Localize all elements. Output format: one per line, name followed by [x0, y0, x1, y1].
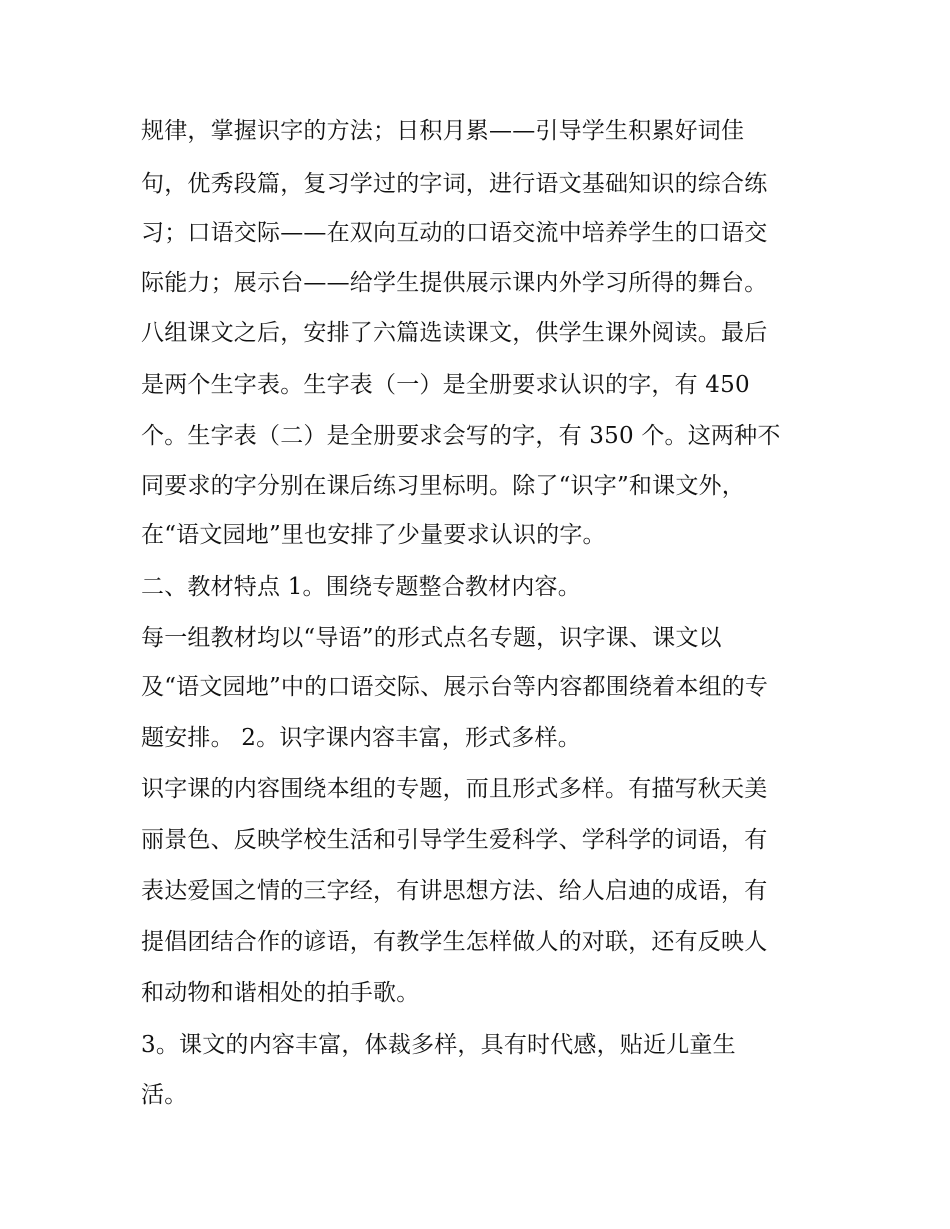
section-heading: 二、教材特点 1。围绕专题整合教材内容。 [141, 574, 581, 600]
text-line: 活。 [141, 1082, 188, 1108]
text-line: 是两个生字表。生字表（一）是全册要求认识的字，有 450 [141, 372, 750, 398]
text-line: 个。生字表（二）是全册要求会写的字，有 350 个。这两种不 [141, 423, 781, 449]
text-line: 识字课的内容围绕本组的专题，而且形式多样。有描写秋天美 [141, 776, 768, 802]
text-line: 丽景色、反映学校生活和引导学生爱科学、学科学的词语，有 [141, 827, 768, 853]
text-line: 表达爱国之情的三字经，有讲思想方法、给人启迪的成语，有 [141, 878, 768, 904]
text-line: 规律，掌握识字的方法；日积月累——引导学生积累好词佳 [141, 118, 745, 144]
text-line: 习；口语交际——在双向互动的口语交流中培养学生的口语交 [141, 220, 768, 246]
text-line: 提倡团结合作的谚语，有教学生怎样做人的对联，还有反映人 [141, 929, 768, 955]
text-line: 及“语文园地”中的口语交际、展示台等内容都围绕着本组的专 [141, 674, 769, 700]
text-line: 在“语文园地”里也安排了少量要求认识的字。 [141, 522, 606, 548]
text-line: 3。课文的内容丰富，体裁多样，具有时代感，贴近儿童生 [141, 1032, 736, 1058]
text-line: 同要求的字分别在课后练习里标明。除了“识字”和课文外， [141, 473, 745, 499]
text-line: 八组课文之后，安排了六篇选读课文，供学生课外阅读。最后 [141, 320, 768, 346]
text-line: 句，优秀段篇，复习学过的字词，进行语文基础知识的综合练 [141, 171, 768, 197]
text-line: 每一组教材均以“导语”的形式点名专题，识字课、课文以 [141, 625, 722, 651]
text-line: 际能力；展示台——给学生提供展示课内外学习所得的舞台。 [141, 270, 768, 296]
text-line: 和动物和谐相处的拍手歌。 [141, 980, 420, 1006]
text-line: 题安排。 2。识字课内容丰富，形式多样。 [141, 725, 581, 751]
